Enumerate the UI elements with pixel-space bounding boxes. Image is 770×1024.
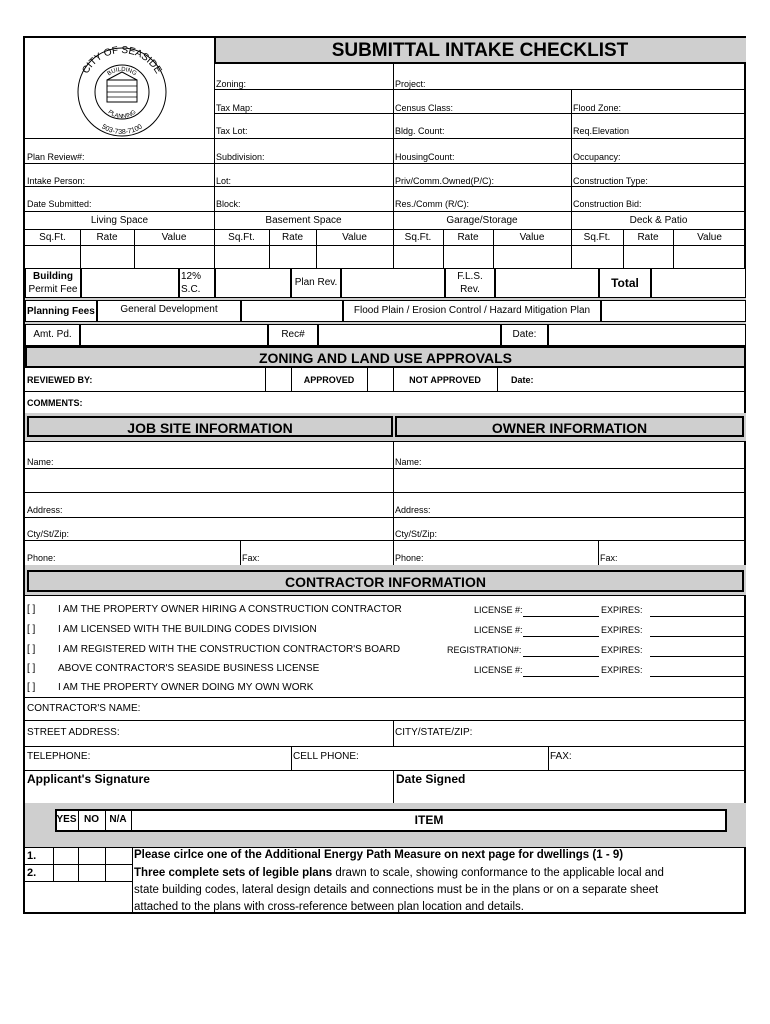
option-4-expires-label: EXPIRES: <box>601 665 643 675</box>
svg-text:PLANNING: PLANNING <box>106 109 138 121</box>
item-2-text <box>134 865 664 916</box>
reviewed-by-label: REVIEWED BY: <box>27 375 93 385</box>
block-label: Block: <box>216 199 241 209</box>
garage-sqft-col: Sq.Ft. <box>404 232 432 243</box>
no-col-header: NO <box>84 814 99 825</box>
job-site-address-label: Address: <box>27 505 63 515</box>
basement-value-col: Value <box>342 232 367 243</box>
item-2-rest-text: drawn to scale, showing conformance to the applicable local and <box>332 867 664 879</box>
option-2-expires-line[interactable] <box>650 636 744 637</box>
owner-address-label: Address: <box>395 505 431 515</box>
job-site-phone-label: Phone: <box>27 553 56 563</box>
contractor-name-label: CONTRACTOR'S NAME: <box>27 703 141 714</box>
date-signed-label: Date Signed <box>396 772 466 786</box>
job-site-heading: JOB SITE INFORMATION <box>27 416 393 437</box>
planning-fees-label: Planning Fees <box>27 306 95 317</box>
city-state-zip-label: CITY/STATE/ZIP: <box>395 727 473 738</box>
zoning-label: Zoning: <box>216 79 247 89</box>
yes-col-header: YES <box>56 814 77 825</box>
option-1-label: I AM THE PROPERTY OWNER HIRING A CONSTRUCTION CONTRACTOR <box>58 604 402 615</box>
option-1-field-label: LICENSE #: <box>474 605 523 615</box>
item-2-line-3: attached to the plans with cross-reference between plan location and details. <box>134 901 524 913</box>
intake-person-label: Intake Person: <box>27 176 86 186</box>
owner-phone-label: Phone: <box>395 553 424 563</box>
construction-bid-label: Construction Bid: <box>573 199 642 209</box>
option-2-field-line[interactable] <box>523 636 599 637</box>
option-4-expires-line[interactable] <box>650 676 744 677</box>
living-value-col: Value <box>161 232 187 243</box>
option-4-checkbox[interactable]: [ ] <box>27 663 36 674</box>
na-col-header: N/A <box>109 814 127 825</box>
priv-comm-label: Priv/Comm.Owned(P/C): <box>395 176 495 186</box>
option-1-expires-line[interactable] <box>650 616 744 617</box>
living-rate-col: Rate <box>96 232 118 243</box>
fls-label: F.L.S. <box>457 271 483 282</box>
general-development-field[interactable] <box>241 300 343 322</box>
option-4-field-label: LICENSE #: <box>474 665 523 675</box>
cell-phone-label: CELL PHONE: <box>293 751 359 762</box>
census-class-label: Census Class: <box>395 103 454 113</box>
flood-plain-field[interactable] <box>601 300 746 322</box>
amt-pd-field[interactable] <box>80 324 268 346</box>
general-development-label: General Development <box>120 304 218 315</box>
svg-text:503-738-7100: 503-738-7100 <box>100 123 144 137</box>
flood-plain-label: Flood Plain / Erosion Control / Hazard Mitigation Plan <box>353 305 591 316</box>
street-address-label: STREET ADDRESS: <box>27 727 120 738</box>
deck-rate-col: Rate <box>637 232 659 243</box>
basement-rate-col: Rate <box>281 232 304 243</box>
option-3-checkbox[interactable]: [ ] <box>27 644 36 655</box>
not-approved-label: NOT APPROVED <box>409 375 481 385</box>
option-3-field-label: REGISTRATION#: <box>447 645 522 655</box>
contractor-fax-label: FAX: <box>550 751 572 762</box>
option-2-expires-label: EXPIRES: <box>601 625 643 635</box>
sc-label: S.C. <box>181 284 201 295</box>
owner-fax-label: Fax: <box>600 553 618 563</box>
living-space-heading: Living Space <box>90 215 149 226</box>
option-3-expires-label: EXPIRES: <box>601 645 643 655</box>
option-1-field-line[interactable] <box>523 616 599 617</box>
owner-name-label: Name: <box>395 457 422 467</box>
comments-label: COMMENTS: <box>27 398 83 408</box>
plan-review-label: Plan Review#: <box>27 152 85 162</box>
owner-heading: OWNER INFORMATION <box>395 416 744 437</box>
zoning-date-label: Date: <box>511 375 534 385</box>
tax-lot-label: Tax Lot: <box>216 126 248 136</box>
fee-date-label: Date: <box>512 329 537 340</box>
lot-label: Lot: <box>216 176 232 186</box>
deck-value-col: Value <box>697 232 722 243</box>
option-5-label: I AM THE PROPERTY OWNER DOING MY OWN WORK <box>58 682 314 693</box>
res-comm-label: Res./Comm (R/C): <box>395 199 469 209</box>
garage-storage-heading: Garage/Storage <box>446 215 518 226</box>
plan-rev-field[interactable] <box>341 268 445 298</box>
total-label: Total <box>611 276 639 290</box>
fls-field[interactable] <box>495 268 599 298</box>
item-1-text: Please cirlce one of the Additional Energy Path Measure on next page for dwellings (1 - 9) <box>134 849 624 861</box>
item-1-number: 1. <box>27 850 37 862</box>
contractor-heading: CONTRACTOR INFORMATION <box>27 570 744 592</box>
bldg-count-label: Bldg. Count: <box>395 126 445 136</box>
subdivision-label: Subdivision: <box>216 152 265 162</box>
svg-text:BUILDING: BUILDING <box>106 66 138 78</box>
housing-count-label: HousingCount: <box>395 152 455 162</box>
option-3-expires-line[interactable] <box>650 656 744 657</box>
building-label: Building <box>33 271 73 282</box>
intake-form <box>23 36 746 914</box>
basement-sqft-col: Sq.Ft. <box>228 232 255 243</box>
fls-rev-label: Rev. <box>460 284 480 295</box>
rec-label: Rec# <box>281 329 305 340</box>
item-2-line-2: state building codes, lateral design details and connections must be in the plans or on a separate sheet <box>134 884 659 896</box>
item-col-header: ITEM <box>414 813 444 827</box>
plan-rev-label: Plan Rev. <box>294 277 338 288</box>
option-5-checkbox[interactable]: [ ] <box>27 682 36 693</box>
occupancy-label: Occupancy: <box>573 152 621 162</box>
flood-zone-label: Flood Zone: <box>573 103 622 113</box>
project-label: Project: <box>395 79 426 89</box>
owner-city-label: Cty/St/Zip: <box>395 529 438 539</box>
building-permit-fee-field[interactable] <box>81 268 179 298</box>
city-seal-logo <box>61 42 183 142</box>
total-field[interactable] <box>651 268 746 298</box>
garage-rate-col: Rate <box>457 232 479 243</box>
job-site-name-label: Name: <box>27 457 54 467</box>
tax-map-label: Tax Map: <box>216 103 253 113</box>
garage-value-col: Value <box>519 232 545 243</box>
date-submitted-label: Date Submitted: <box>27 199 92 209</box>
sc-percent-label: 12% <box>181 271 202 282</box>
option-2-checkbox[interactable]: [ ] <box>27 624 36 635</box>
option-3-field-line[interactable] <box>523 656 599 657</box>
option-3-label: I AM REGISTERED WITH THE CONSTRUCTION CONTRACTOR'S BOARD <box>58 644 401 655</box>
option-1-expires-label: EXPIRES: <box>601 605 643 615</box>
construction-type-label: Construction Type: <box>573 176 648 186</box>
applicant-signature-label: Applicant's Signature <box>27 772 150 786</box>
svg-text:CITY OF SEASIDE: CITY OF SEASIDE <box>80 44 164 76</box>
deck-patio-heading: Deck & Patio <box>629 215 688 226</box>
req-elevation-label: Req.Elevation <box>573 126 630 136</box>
job-site-fax-label: Fax: <box>242 553 260 563</box>
approved-label: APPROVED <box>303 375 355 385</box>
item-2-number: 2. <box>27 867 37 879</box>
option-2-label: I AM LICENSED WITH THE BUILDING CODES DIVISION <box>58 624 317 635</box>
telephone-label: TELEPHONE: <box>27 751 91 762</box>
fee-date-field[interactable] <box>548 324 746 346</box>
zoning-heading: ZONING AND LAND USE APPROVALS <box>25 346 746 368</box>
deck-sqft-col: Sq.Ft. <box>583 232 611 243</box>
job-site-city-label: Cty/St/Zip: <box>27 529 70 539</box>
item-2-bold-text: Three complete sets of legible plans <box>134 867 333 879</box>
basement-space-heading: Basement Space <box>265 215 342 226</box>
option-4-label: ABOVE CONTRACTOR'S SEASIDE BUSINESS LICENSE <box>58 663 320 674</box>
option-4-field-line[interactable] <box>523 676 599 677</box>
permit-fee-label: Permit Fee <box>28 284 78 295</box>
living-sqft-col: Sq.Ft. <box>39 232 66 243</box>
form-title: SUBMITTAL INTAKE CHECKLIST <box>331 40 629 61</box>
option-2-field-label: LICENSE #: <box>474 625 523 635</box>
amt-pd-label: Amt. Pd. <box>33 329 72 340</box>
rec-field[interactable] <box>318 324 501 346</box>
sc-field[interactable] <box>215 268 291 298</box>
option-1-checkbox[interactable]: [ ] <box>27 604 36 615</box>
